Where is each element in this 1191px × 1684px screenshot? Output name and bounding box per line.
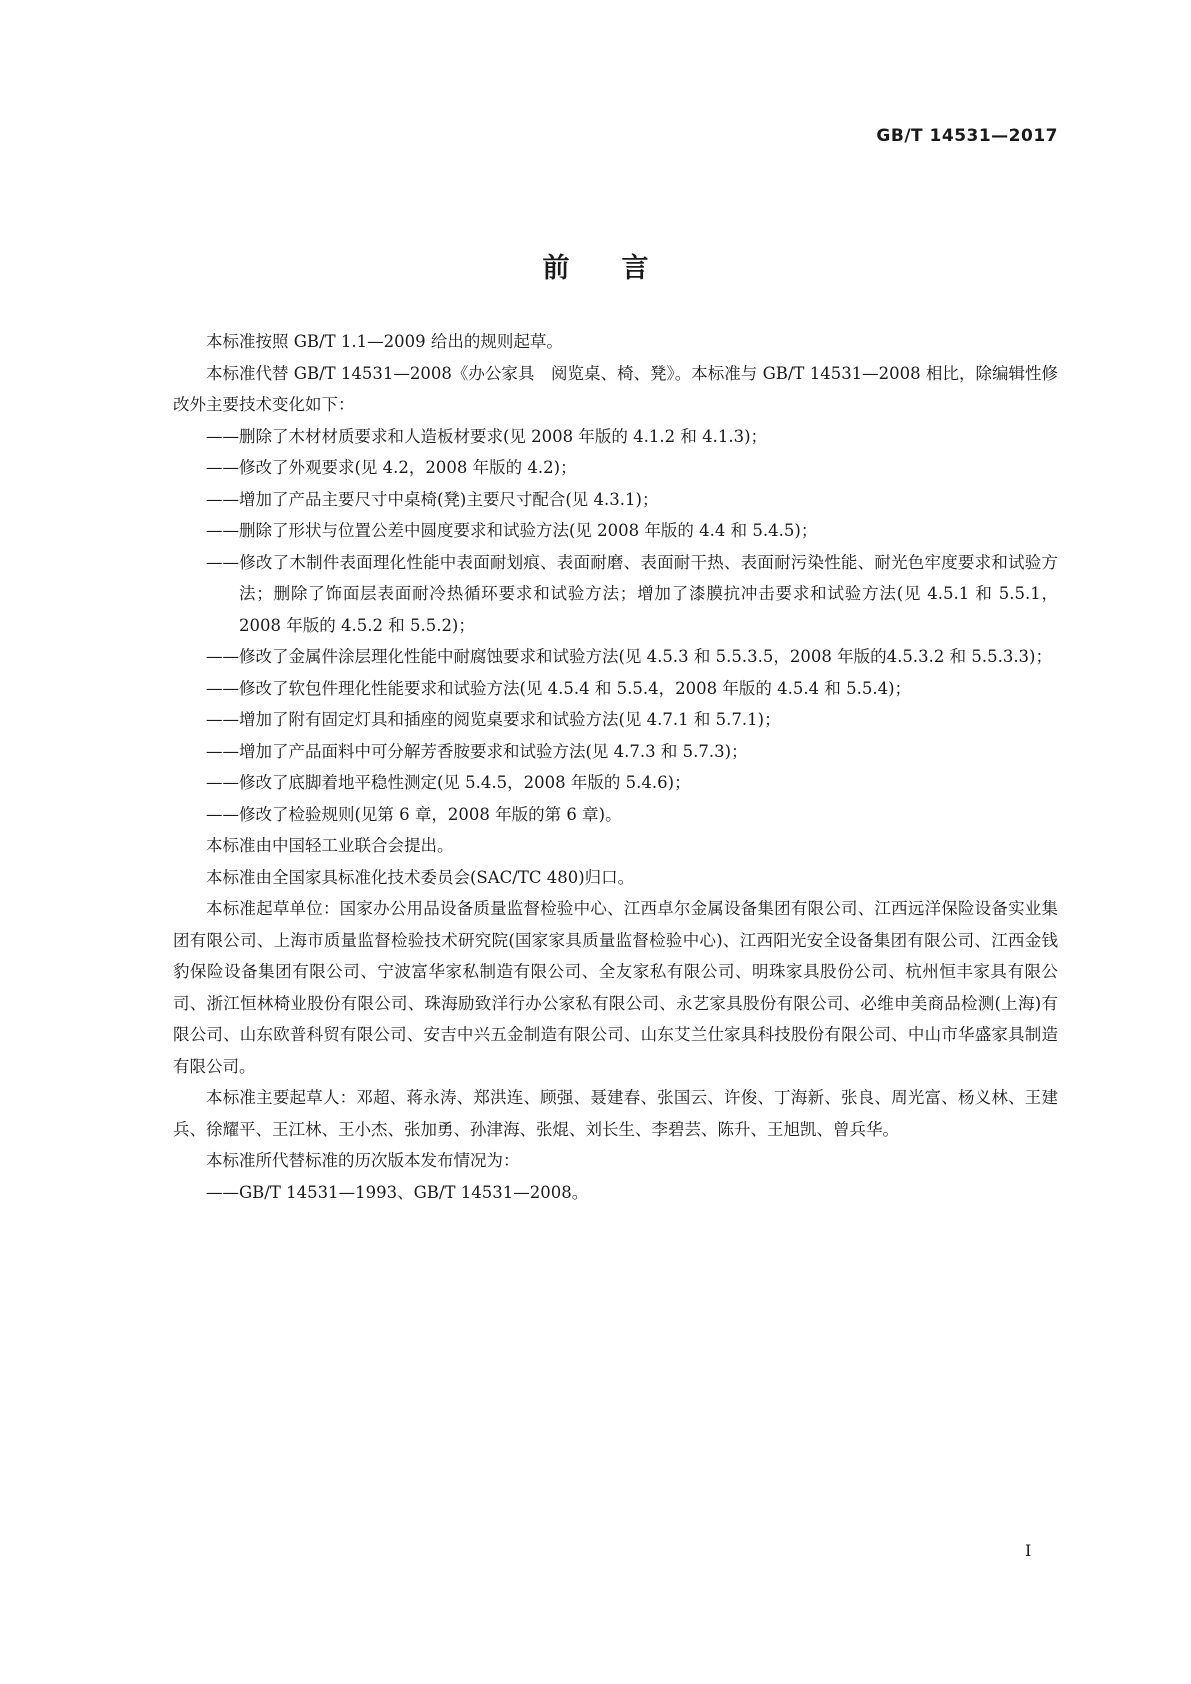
- change-item: [173, 767, 1058, 799]
- history-item: [173, 1177, 1058, 1209]
- history-item-text: ——GB/T 14531—1993、GB/T 14531—2008。: [206, 1182, 589, 1202]
- change-item-text: ——修改了检验规则(见第 6 章，2008 年版的第 6 章)。: [206, 804, 622, 824]
- change-item-text: ——增加了产品主要尺寸中桌椅(凳)主要尺寸配合(见 4.3.1)；: [206, 489, 659, 509]
- change-item-text: ——修改了金属件涂层理化性能中耐腐蚀要求和试验方法(见 4.5.3 和 5.5.3.5，2008 年版的4.5.3.2 和 5.5.3.3)；: [206, 647, 1052, 666]
- change-item: [173, 484, 1058, 516]
- paragraph-committee: 本标准由全国家具标准化技术委员会(SAC/TC 480)归口。: [206, 867, 635, 887]
- paragraph-proposer: 本标准由中国轻工业联合会提出。: [206, 836, 454, 855]
- change-item-text: ——增加了产品面料中可分解芳香胺要求和试验方法(见 4.7.3 和 5.7.3)；: [206, 741, 748, 761]
- change-item: [173, 673, 1058, 705]
- change-item-text: ——删除了木材材质要求和人造板材要求(见 2008 年版的 4.1.2 和 4.1.3)；: [206, 426, 768, 446]
- change-item-text: ——修改了软包件理化性能要求和试验方法(见 4.5.4 和 5.5.4，2008 年版的 4.5.4 和 5.5.4)；: [206, 678, 912, 698]
- paragraph-drafters: 本标准主要起草人：邓超、蒋永涛、郑洪连、顾强、聂建春、张国云、许俊、丁海新、张良、周光富、杨义林、王建兵、徐耀平、王江林、王小杰、张加勇、孙津海、张焜、刘长生、李碧芸、陈升、王旭凯、曾兵华。: [173, 1088, 1058, 1139]
- change-item: [173, 641, 1058, 673]
- change-item-text: ——修改了外观要求(见 4.2，2008 年版的 4.2)；: [206, 458, 577, 477]
- paragraph-drafting-rules: 本标准按照 GB/T 1.1—2009 给出的规则起草。: [206, 332, 563, 351]
- paragraph-drafting-units: 本标准起草单位：国家办公用品设备质量监督检验中心、江西卓尔金属设备集团有限公司、江西远洋保险设备实业集团有限公司、上海市质量监督检验技术研究院(国家家具质量监督检验中心)、江西阳光安全设备集团有限公司、江西金钱豹保险设备集团有限公司、宁波富华家私制造有限公司、全友家私有限公司、明珠家具股份公司、杭州恒丰家具有限公司、浙江恒林椅业股份有限公司、珠海励致洋行办公家私有限公司、永艺家具股份有限公司、必维申美商品检测(上海)有限公司、山东欧普科贸有限公司、安吉中兴五金制造有限公司、山东艾兰仕家具科技股份有限公司、中山市华盛家具制造有限公司。: [173, 899, 1058, 1076]
- change-item-text: ——修改了底脚着地平稳性测定(见 5.4.5，2008 年版的 5.4.6)；: [206, 773, 691, 792]
- paragraph-history-intro: 本标准所代替标准的历次版本发布情况为：: [206, 1151, 520, 1170]
- change-item: [173, 799, 1058, 831]
- foreword-body: [173, 326, 1058, 1208]
- page-title: 前言: [542, 253, 701, 285]
- change-item-text: ——修改了木制件表面理化性能中表面耐划痕、表面耐磨、表面耐干热、表面耐污染性能、耐光色牢度要求和试验方法；删除了饰面层表面耐冷热循环要求和试验方法；增加了漆膜抗冲击要求和试验方法(见 4.5.1 和 5.5.1，2008 年版的 4.5.2 和 5.5.2)；: [206, 552, 1058, 635]
- change-item-text: ——增加了附有固定灯具和插座的阅览桌要求和试验方法(见 4.7.1 和 5.7.1)；: [206, 710, 781, 729]
- change-item: [173, 736, 1058, 768]
- change-item-text: ——删除了形状与位置公差中圆度要求和试验方法(见 2008 年版的 4.4 和 5.4.5)；: [206, 521, 818, 540]
- change-item: [173, 547, 1058, 642]
- change-item: [173, 515, 1058, 547]
- change-item: [173, 452, 1058, 484]
- change-item: [173, 421, 1058, 453]
- paragraph-replacement: 本标准代替 GB/T 14531—2008《办公家具 阅览桌、椅、凳》。本标准与 GB/T 14531—2008 相比，除编辑性修改外主要技术变化如下：: [173, 363, 1058, 414]
- page-number: I: [1025, 1541, 1032, 1560]
- change-item: [173, 704, 1058, 736]
- standard-code: GB/T 14531—2017: [876, 126, 1058, 146]
